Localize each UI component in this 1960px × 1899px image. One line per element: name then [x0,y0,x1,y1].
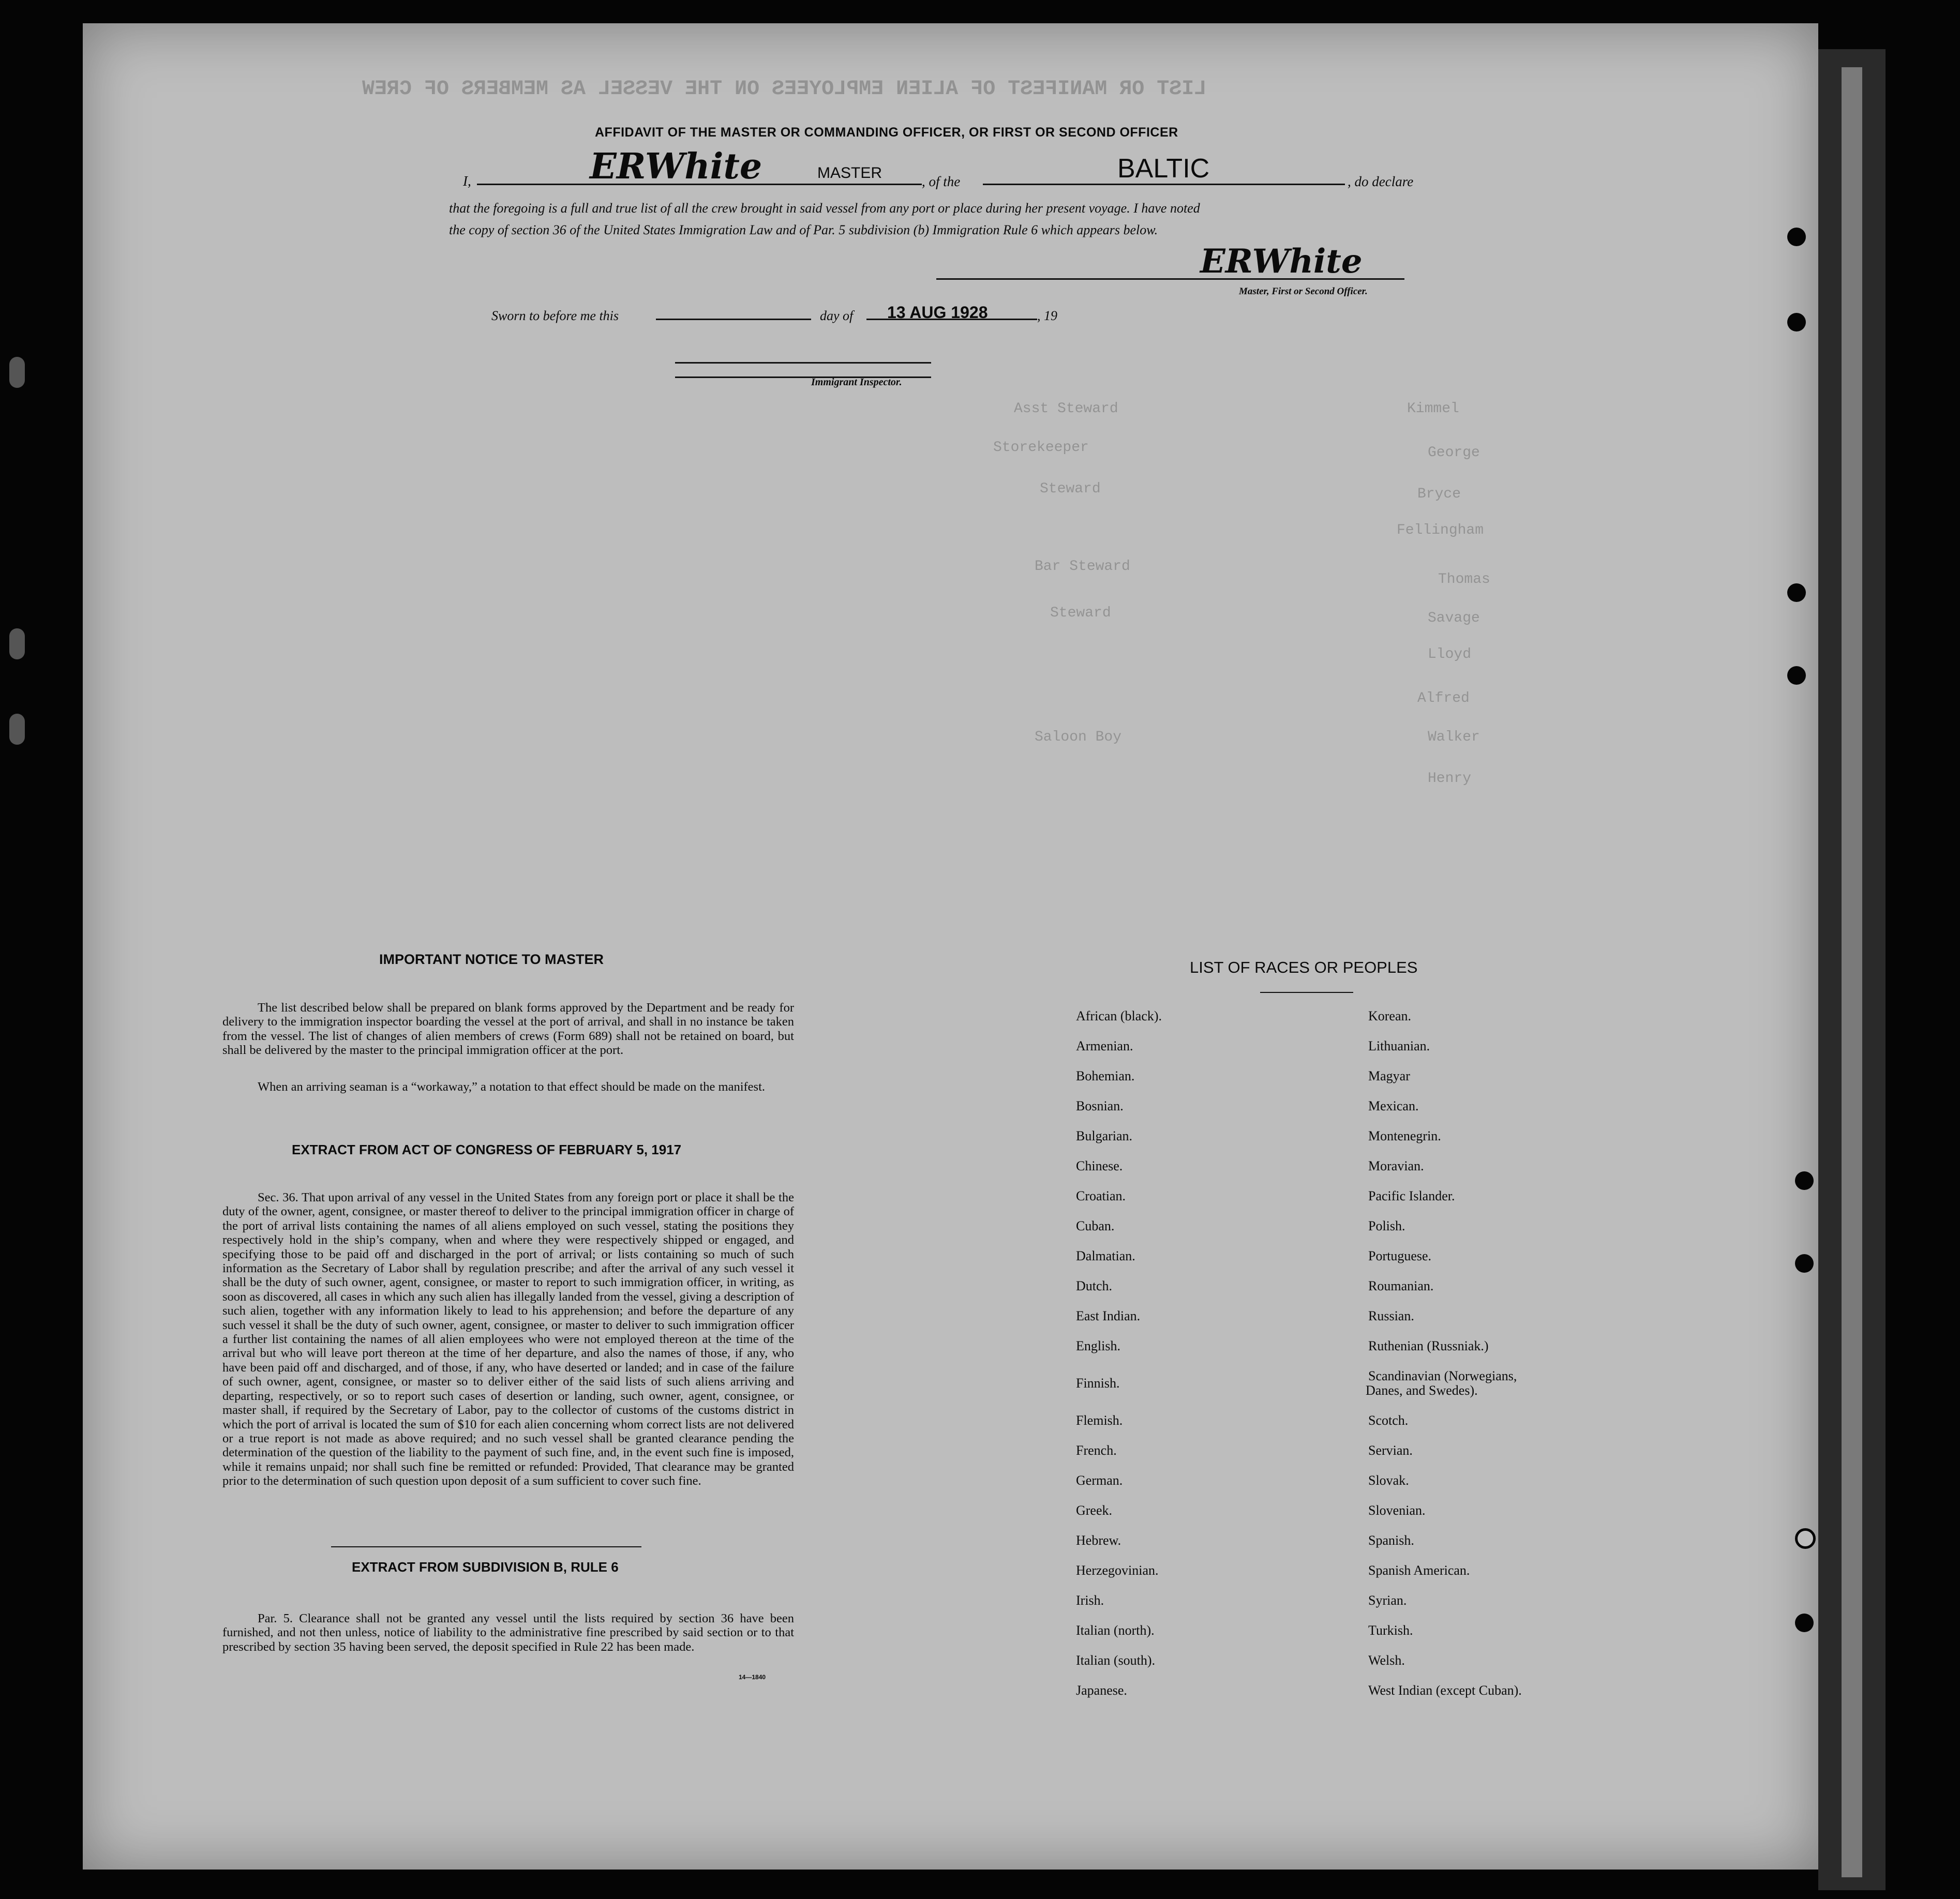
race-item: English. [1076,1338,1120,1353]
extract-act-body: Sec. 36. That upon arrival of any vessel in the United States from any foreign port or place it shall be the duty of the owner, agent, consignee, or master thereof to deliver to the principal immigration officer in charge of the port of arrival lists containing the names of all aliens employed on such vessel, stating the positions they respectively hold in the ship’s company, when and where they were respectively shipped or engaged, and specifying those to be paid off and discharged in the port of arrival; or lists containing so much of such information as the Secretary of Labor shall by regulation prescribe; and after the arrival of any such vessel it shall be the duty of such owner, agent, consignee, or master to report to such immigration officer, in writing, as soon as discovered, all cases in which any such alien has illegally landed from the vessel, giving a description of such alien, together with any information likely to lead to his apprehension; and before the departure of any such vessel it shall be the duty of such owner, agent, consignee, or master to deliver to such immigration officer a further list containing the names of all alien employees who were not employed thereon at the time of the arrival but who will leave port thereon at the time of her departure, and also the names of those, if any, who have been paid off and discharged, and of those, if any, who have deserted or landed; and in case of the failure of such owner, agent, consignee, or master so to deliver either of the said lists of such aliens arriving and departing, respectively, or so to report such cases of desertion or landing, such owner, agent, consignee, or master shall, if required by the Secretary of Labor, pay to the collector of customs of the customs district in which the port of arrival is located the sum of $10 for each alien concerning whom correct lists are not delivered or a true report is not made as above required; and no such vessel shall be granted clearance pending the determination of the question of the liability to the payment of such fine, and, in the event such fine is imposed, while it remains unpaid; nor shall such fine be remitted or refunded: Provided, That clearance may be granted prior to the determination of such question upon deposit of a sum sufficient to cover such fine. [222,1190,794,1488]
punch-hole [1795,1171,1814,1190]
race-item: Italian (south). [1076,1653,1156,1668]
bleed-rank: Asst Steward [1014,401,1118,417]
race-item: Russian. [1368,1308,1414,1323]
bleed-name: George [1428,445,1480,461]
races-title: LIST OF RACES OR PEOPLES [1190,958,1418,976]
race-item: Moravian. [1368,1158,1424,1173]
signature-caption: Master, First or Second Officer. [1239,286,1368,297]
races-divider [1260,992,1353,993]
race-item: Spanish American. [1368,1563,1470,1578]
binding-mark [9,714,25,745]
binding-mark [9,357,25,388]
race-item: Spanish. [1368,1533,1414,1548]
race-item: Flemish. [1076,1413,1123,1428]
of-the-text: , of the [922,174,961,189]
notice-paragraph-1: The list described below shall be prepared on blank forms approved by the Department and be ready for delivery to the immigration inspector boarding the vessel at the port of arrival, and shall in no instance be taken from the vessel. The list of changes of alien members of crews (Form 689) shall not be retained on board, but shall be delivered by the master to the principal immigration officer at the port. [222,1001,794,1058]
bleed-name: Walker [1428,729,1480,745]
day-of-text: day of [820,308,854,323]
race-item: Herzegovinian. [1076,1563,1159,1578]
race-item: Welsh. [1368,1653,1405,1668]
vessel-name: BALTIC [1117,154,1210,184]
master-signature: ERWhite [1200,242,1363,281]
bleed-rank: Steward [1040,481,1101,497]
race-item: Finnish. [1076,1376,1120,1391]
race-item: Mexican. [1368,1098,1419,1113]
race-item: Polish. [1368,1218,1405,1233]
manifest-page [83,23,1818,1870]
bleed-name: Henry [1428,771,1472,787]
inspector-caption: Immigrant Inspector. [811,376,902,388]
form-number: 14—1840 [739,1674,766,1681]
race-item: Bohemian. [1076,1068,1135,1083]
punch-hole [1787,666,1806,685]
race-item: Hebrew. [1076,1533,1121,1548]
race-item: Chinese. [1076,1158,1123,1173]
bleed-name: Thomas [1438,571,1490,587]
bleed-rank: Steward [1050,605,1111,621]
race-item: Pacific Islander. [1368,1188,1455,1203]
rank-field: MASTER [817,164,882,182]
race-item: Korean. [1368,1008,1412,1023]
extract-divider [331,1546,641,1547]
notice-paragraph-2: When an arriving seaman is a “workaway,” a notation to that effect should be made on the manifest. [258,1080,766,1094]
page-edge-stack [1842,67,1862,1877]
declaration-line-3: the copy of section 36 of the United States Immigration Law and of Par. 5 subdivision (b) Immigration Rule 6 which appears below. [449,222,1158,237]
declaration-line-2: that the foregoing is a full and true list of all the crew brought in said vessel from any port or place during her present voyage. I have noted [449,201,1200,216]
race-item: Croatian. [1076,1188,1126,1203]
race-item: Dalmatian. [1076,1248,1135,1263]
race-item: Italian (north). [1076,1623,1155,1638]
notice-title: IMPORTANT NOTICE TO MASTER [379,952,604,967]
race-item: Cuban. [1076,1218,1115,1233]
race-item: German. [1076,1473,1123,1488]
race-item: Scandinavian (Norwegians, [1368,1368,1517,1383]
affidavit-title: AFFIDAVIT OF THE MASTER OR COMMANDING OFFICER, OR FIRST OR SECOND OFFICER [595,125,1178,140]
master-signature-name: ERWhite [590,146,762,187]
race-item: Dutch. [1076,1278,1113,1293]
race-item: Servian. [1368,1443,1413,1458]
bleed-name: Savage [1428,610,1480,626]
sworn-text: Sworn to before me this [491,308,619,323]
race-item: Irish. [1076,1593,1104,1608]
race-item: Scotch. [1368,1413,1409,1428]
race-item: Slovenian. [1368,1503,1426,1518]
race-item: East Indian. [1076,1308,1141,1323]
race-item: Montenegrin. [1368,1128,1441,1143]
race-item: Bulgarian. [1076,1128,1133,1143]
bleed-name: Lloyd [1428,646,1472,662]
race-item: Turkish. [1368,1623,1413,1638]
race-item: Magyar [1368,1068,1410,1083]
race-item: Slovak. [1368,1473,1409,1488]
punch-hole [1787,313,1806,331]
punch-hole [1795,1254,1814,1273]
race-item: African (black). [1076,1008,1162,1023]
date-stamp: 13 AUG 1928 [887,303,988,322]
bleed-rank: Storekeeper [993,440,1089,456]
punch-hole [1787,228,1806,246]
race-item: Danes, and Swedes). [1366,1383,1478,1398]
punch-hole-ring [1795,1528,1816,1549]
sworn-day-line [656,319,811,320]
bleed-rank: Bar Steward [1035,559,1130,575]
race-item: West Indian (except Cuban). [1368,1683,1522,1698]
affidavit-i: I, [463,173,471,189]
race-item: Bosnian. [1076,1098,1124,1113]
race-item: Armenian. [1076,1038,1133,1053]
bleed-rank: Saloon Boy [1035,729,1122,745]
race-item: Ruthenian (Russniak.) [1368,1338,1489,1353]
extract-rule-title: EXTRACT FROM SUBDIVISION B, RULE 6 [352,1559,619,1575]
race-item: Syrian. [1368,1593,1407,1608]
bleed-name: Alfred [1417,690,1470,706]
race-item: Japanese. [1076,1683,1127,1698]
race-item: Greek. [1076,1503,1113,1518]
race-item: Roumanian. [1368,1278,1434,1293]
extract-rule-body: Par. 5. Clearance shall not be granted any vessel until the lists required by section 36 have been furnished, and not then unless, notice of liability to the administrative fine prescribed by said section or to that prescribed by section 35 having been served, the deposit specified in Rule 22 has been made. [222,1611,794,1654]
binding-mark [9,628,25,659]
bleed-through-header: LIST OR MANIFEST OF ALIEN EMPLOYEES ON THE VESSEL AS MEMBERS OF CREW [362,78,1207,101]
inspector-line-1 [675,362,931,364]
race-item: Lithuanian. [1368,1038,1430,1053]
punch-hole [1787,583,1806,602]
do-declare-text: , do declare [1348,174,1414,189]
race-item: Portuguese. [1368,1248,1432,1263]
punch-hole [1795,1614,1814,1632]
year-suffix: , 19 [1037,308,1057,323]
bleed-name: Fellingham [1397,522,1484,538]
extract-act-title: EXTRACT FROM ACT OF CONGRESS OF FEBRUARY 5, 1917 [292,1142,682,1157]
bleed-name: Bryce [1417,486,1461,502]
bleed-name: Kimmel [1407,401,1459,417]
race-item: French. [1076,1443,1117,1458]
